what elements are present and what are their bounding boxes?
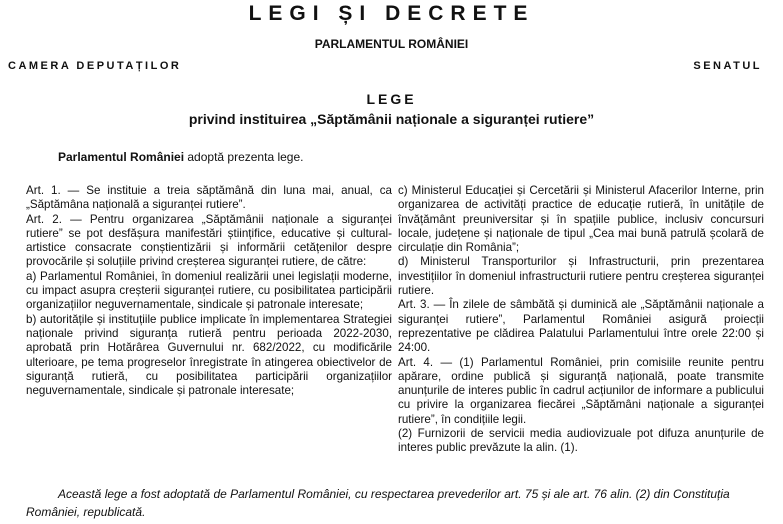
- page-title: LEGI ȘI DECRETE: [248, 2, 535, 25]
- chamber-right-heading: SENATUL: [693, 60, 762, 72]
- right-column: [398, 184, 764, 456]
- article-paragraph: Art. 3. — În zilele de sâmbătă și duminică ale „Săptămânii naționale a siguranței rutiere”, Parlamentul României asigură proiecții reprezentative pe clădirea Palatului Parlamentului între orele 22:00 și 24:00.: [398, 298, 764, 355]
- adoption-note: Această lege a fost adoptată de Parlamentul României, cu respectarea prevederilor art. 75 și ale art. 76 alin. (2) din Constituția României, republicată.: [26, 487, 730, 519]
- issuer-heading: PARLAMENTUL ROMÂNIEI: [314, 37, 469, 51]
- article-paragraph: Art. 1. — Se instituie a treia săptămână din luna mai, anual, ca „Săptămâna națională a siguranței rutiere”.: [26, 184, 392, 212]
- article-paragraph: c) Ministerul Educației și Cercetării și Ministerul Afacerilor Interne, prin organizarea de activități practice de educație rutieră, în unitățile de învățământ preuniversitar și în spațiile publice, inclusiv concursuri locale, județene și naționale de tipul „Cea mai bună patrulă școlară de circulație din România”;: [398, 184, 764, 255]
- chamber-left-heading: CAMERA DEPUTAȚILOR: [8, 60, 182, 72]
- left-column: [26, 184, 392, 398]
- article-paragraph: d) Ministerul Transporturilor și Infrastructurii, prin prezentarea investițiilor în domeniul infrastructurii rutiere pentru creșterea siguranței rutiere.: [398, 255, 764, 298]
- intro-subject: Parlamentul României: [58, 150, 185, 164]
- article-paragraph: (2) Furnizorii de servicii media audiovizuale pot difuza anunțurile de interes public prevăzute la alin. (1).: [398, 427, 764, 455]
- intro-text: adoptă prezenta lege.: [184, 150, 304, 164]
- law-kind-heading: LEGE: [366, 91, 417, 107]
- intro-sentence: [58, 150, 303, 164]
- law-title: privind instituirea „Săptămânii naționale a siguranței rutiere”: [188, 111, 595, 127]
- article-paragraph: b) autoritățile și instituțiile publice implicate în implementarea Strategiei naționale privind siguranța rutieră pentru perioada 2022-2030, aprobată prin Hotărârea Guvernului nr. 682/2022, cu modificările ulterioare, pe tema progreselor înregistrate în atingerea obiectivelor de siguranță rutieră, cu posibilitatea participării organizațiilor neguvernamentale, sindicale și patronale interesate;: [26, 312, 392, 398]
- article-paragraph: Art. 2. — Pentru organizarea „Săptămânii naționale a siguranței rutiere” se pot desfășura manifestări științifice, educative și cultural-artistice consacrate conștientizării și informării cetățenilor despre provocările și soluțiile privind creșterea siguranței rutiere, de către:: [26, 212, 392, 269]
- article-paragraph: Art. 4. — (1) Parlamentul României, prin comisiile reunite pentru apărare, ordine publică și siguranță națională, poate transmite anunțurile de interes public în cadrul acțiunilor de informare a publicului cu privire la organizarea fiecărei „Săptămâni naționale a siguranței rutiere”, în condițiile legii.: [398, 355, 764, 426]
- article-paragraph: a) Parlamentul României, în domeniul realizării unei legislații moderne, cu impact asupra creșterii siguranței rutiere, cu posibilitatea participării organizațiilor neguvernamentale, sindicale și patronale interesate;: [26, 269, 392, 312]
